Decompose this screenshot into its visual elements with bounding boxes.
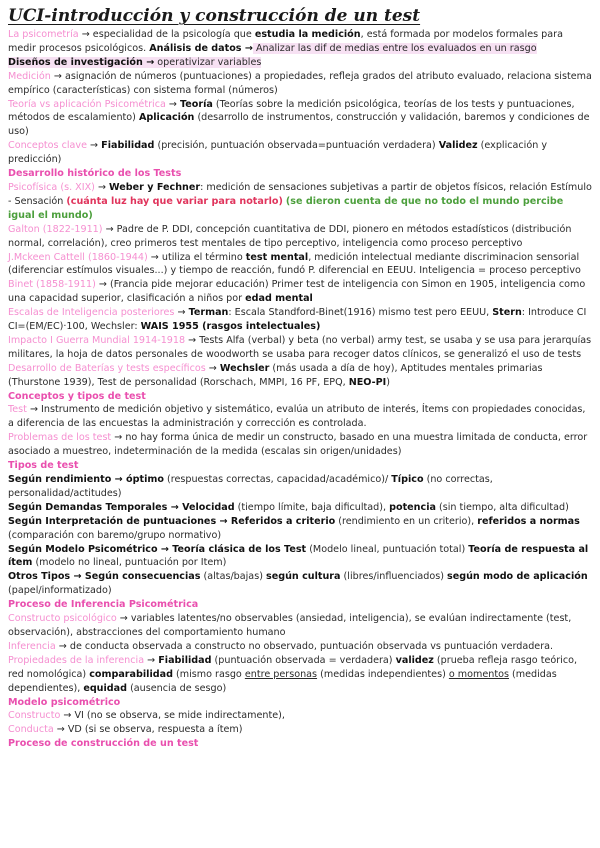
note-text: Problemas de los test (8, 432, 112, 444)
note-text: → variables latentes/no observables (ansiedad, inteligencia), se evalúan indirectamente (test, observación), abstracciones del comportamiento humano (8, 613, 572, 638)
note-text: (altas/bajas) (200, 571, 266, 583)
note-line (8, 251, 592, 279)
note-line (8, 431, 592, 459)
note-line (8, 570, 592, 598)
note-text: J.Mckeen Cattell (1860-1944) (8, 251, 148, 263)
notes-body (8, 28, 592, 751)
note-text: Proceso de Inferencia Psicométrica (8, 599, 199, 611)
note-line (8, 403, 592, 431)
note-text: → especialidad de la psicología que (78, 29, 255, 40)
note-text: (explicación y predicción) (8, 140, 548, 166)
note-text: → utiliza el término (147, 251, 246, 263)
note-text: Terman (188, 307, 229, 319)
note-text: , medición intelectual mediante discriminacion sensorial (diferenciar estímulos visuales...) y tiempo de reacción, fundó P. diferencial en EEUU. Inteligencia = proceso perceptivo (8, 251, 581, 277)
note-text: potencia (389, 501, 436, 513)
note-line (8, 334, 592, 362)
note-text: → no hay forma única de medir un constructo, basado en una muestra limitada de conducta, error asociado a muestreo, indeterminación de la medida (escalas sin origen/unidades) (8, 432, 588, 458)
note-line (8, 167, 592, 181)
note-text: : Introduce CI CI=(EM/EC)·100, Wechsler: (8, 307, 587, 333)
note-text: Weber y Fechner (109, 181, 201, 193)
note-text: entre personas (244, 668, 318, 680)
note-text: (respuestas correctas, capacidad/académico)/ (163, 474, 392, 485)
note-text: → Tests Alfa (verbal) y beta (no verbal) army test, se usaba y se usa para jerarquías militares, la hoja de datos personales de woodworth se usaba para recoger datos clínicos, se generalizó el uso de tests (8, 334, 592, 360)
note-text: Constructo (8, 710, 61, 722)
note-text: Binet (1858-1911) (8, 279, 96, 291)
note-text: Según Interpretación de puntuaciones → Referidos a criterio (8, 515, 336, 527)
note-text: Diseños de investigación → (8, 56, 155, 68)
note-text: test mental (245, 251, 309, 263)
note-text: validez (395, 654, 434, 666)
note-text: Conceptos y tipos de test (8, 390, 146, 402)
note-text: La psicometría (8, 29, 79, 40)
note-text: (no correctas, personalidad/actitudes) (8, 474, 493, 499)
note-line (8, 362, 592, 390)
note-text: → (87, 140, 102, 152)
note-text: : medición de sensaciones subjetivas a partir de objetos físicos, relación Estímulo - Sensación (8, 181, 592, 207)
note-text: Stern (492, 307, 522, 319)
note-text: Propiedades de la inferencia (8, 654, 145, 666)
note-text: Aplicación (138, 112, 195, 124)
note-text: Conducta (8, 724, 54, 736)
note-text: Impacto I Guerra Mundial 1914-1918 (8, 334, 186, 346)
note-text: Escalas de Inteligencia posteriores (8, 307, 175, 319)
note-text: (precisión, puntuación observada=puntuación verdadera) (154, 140, 439, 152)
note-line (8, 654, 592, 696)
note-text: WAIS 1955 (rasgos intelectuales) (140, 321, 321, 333)
note-text: Según rendimiento → óptimo (8, 474, 164, 485)
note-line (8, 696, 592, 710)
note-text: Medición (8, 70, 51, 82)
note-text: ) (386, 376, 390, 388)
note-text: Wechsler (219, 362, 270, 374)
note-text: NEO-PI (348, 376, 387, 388)
note-text: → (144, 654, 159, 666)
note-line (8, 28, 592, 56)
note-line (8, 390, 592, 404)
note-text: Analizar las dif de medias entre los evaluados en un rasgo (252, 42, 537, 54)
note-line (8, 98, 592, 140)
note-line (8, 612, 592, 640)
note-text: Desarrollo de Baterías y tests específicos (8, 362, 206, 374)
note-text: Desarrollo histórico de los Tests (8, 168, 182, 180)
note-text: Modelo psicométrico (8, 696, 121, 708)
note-line (8, 223, 592, 251)
note-text: → asignación de números (puntuaciones) a propiedades, refleja grados del atributo evaluado, relaciona sistema empírico (características) con sistema formal (números) (8, 70, 592, 96)
note-text: Teoría (180, 98, 213, 110)
note-line (8, 640, 592, 654)
note-text: Teoría de respuesta al ítem (8, 543, 589, 569)
note-text: (libres/influenciados) (340, 571, 448, 583)
note-text: (modelo no lineal, puntuación por Item) (32, 557, 227, 569)
note-line (8, 459, 592, 473)
note-text: → VD (si se observa, respuesta a ítem) (53, 724, 243, 736)
note-text: Otros Tipos → Según consecuencias (8, 571, 201, 583)
note-text: según modo de aplicación (447, 571, 588, 583)
page-title: UCI-introducción y construcción de un test (8, 6, 421, 26)
note-text: Validez (438, 140, 478, 152)
note-text: (Teorías sobre la medición psicológica, teorías de los tests y puntuaciones, métodos de escalamiento) (8, 98, 575, 124)
note-line (8, 515, 592, 543)
note-text: (sin tiempo, alta dificultad) (435, 501, 569, 513)
note-text: (medidas dependientes), (8, 668, 557, 694)
note-text: Constructo psicológico (8, 613, 117, 625)
note-text: Fiabilidad (101, 140, 155, 152)
note-line (8, 139, 592, 167)
note-text: según cultura (265, 571, 341, 583)
note-text: Conceptos clave (8, 140, 87, 152)
note-line (8, 501, 592, 515)
note-text: (papel/informatizado) (8, 585, 112, 597)
note-text: Inferencia (8, 640, 56, 652)
note-text: (tiempo límite, baja dificultad), (234, 501, 390, 513)
note-text: (cuánta luz hay que variar para notarlo) (66, 195, 283, 207)
note-text: Teoría vs aplicación Psicométrica (8, 98, 166, 110)
note-text: → (94, 181, 110, 193)
note-line (8, 306, 592, 334)
note-text: (medidas independientes) (317, 668, 449, 680)
note-text: Fiabilidad (158, 654, 212, 666)
note-line (8, 278, 592, 306)
note-text: Galton (1822-1911) (8, 223, 103, 235)
note-text: : Escala Standford-Binet(1916) mismo test pero EEUU, (228, 307, 493, 319)
note-text: estudia la medición (254, 29, 361, 40)
note-text: → (Francia pide mejorar educación) Primer test de inteligencia con Simon en 1905, inteligencia como una capacidad superior, clasificación a niños por (8, 279, 586, 305)
note-text: , está formada por modelos formales para medir procesos psicológicos. (8, 29, 563, 54)
note-line (8, 70, 592, 98)
note-line (8, 723, 592, 737)
note-text: o momentos (448, 668, 509, 680)
note-text: Según Demandas Temporales → Velocidad (8, 501, 235, 513)
note-text: Test (8, 404, 27, 416)
note-line (8, 56, 592, 70)
note-line (8, 709, 592, 723)
note-line (8, 473, 592, 501)
note-text: (desarrollo de instrumentos, construcción y validación, baremos y condiciones de uso) (8, 112, 590, 138)
note-text: → (205, 362, 220, 374)
note-text: referidos a normas (477, 515, 580, 527)
note-text: Tipos de test (8, 460, 79, 472)
note-line (8, 543, 592, 571)
note-text: comparabilidad (89, 668, 173, 680)
note-line (8, 737, 592, 751)
note-text: Típico (391, 474, 424, 485)
note-text: Análisis de datos → (149, 42, 253, 54)
note-text: (puntuación observada = verdadera) (211, 654, 396, 666)
note-text: (mismo rasgo (172, 668, 245, 680)
note-text: (se dieron cuenta de que no todo el mundo percibe igual el mundo) (8, 195, 564, 221)
note-text: (ausencia de sesgo) (127, 682, 227, 694)
note-text: (rendimiento en un criterio), (335, 515, 478, 527)
note-text: Psicofísica (s. XIX) (8, 181, 95, 193)
note-line (8, 181, 592, 223)
note-text: → Padre de P. DDI, concepción cuantitativa de DDI, pionero en métodos estadísticos (distribución normal, correlación), creo primeros test mentales de tipo perceptivo, inteligencia como proceso perceptivo (8, 223, 572, 249)
note-text: → (165, 98, 180, 110)
note-text: Proceso de construcción de un test (8, 738, 199, 750)
note-text: (prueba refleja rasgo teórico, red nomológica) (8, 654, 578, 680)
note-text: (Modelo lineal, puntuación total) (306, 543, 469, 555)
note-text: → de conducta observada a constructo no observado, puntuación observada vs puntuación verdadera. (55, 640, 554, 652)
note-text: → (174, 307, 189, 319)
note-line (8, 598, 592, 612)
note-text: operativizar variables (154, 56, 262, 68)
note-text: (comparación con baremo/grupo normativo) (8, 529, 222, 541)
note-text: Según Modelo Psicométrico → Teoría clásica de los Test (8, 543, 307, 555)
note-text: edad mental (245, 293, 313, 305)
note-text: (más usada a día de hoy), Aptitudes mentales primarias (Thurstone 1939), Test de personalidad (Rorschach, MMPI, 16 PF, EPQ, (8, 362, 543, 388)
note-text: → Instrumento de medición objetivo y sistemático, evalúa un atributo de interés, Ítems con propiedades conocidas, a diferencia de las encuestas la administración y corrección es controlada. (8, 404, 586, 430)
note-text: → VI (no se observa, se mide indirectamente), (60, 710, 285, 722)
note-text: equidad (83, 682, 128, 694)
